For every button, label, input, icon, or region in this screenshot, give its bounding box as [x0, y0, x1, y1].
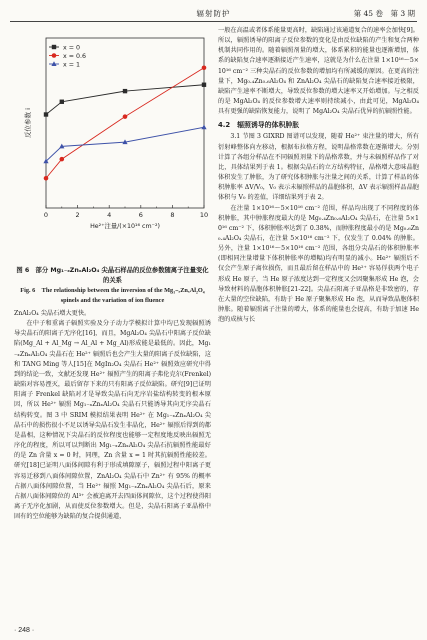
left-column: [14, 26, 211, 522]
data-point: [123, 89, 127, 93]
figure-caption-cn: 图 6 部分 Mg₁₋ₓZnₓAl₂O₄ 尖晶石样品的反位参数随离子注量变化的关系: [16, 267, 209, 284]
data-point: [201, 124, 206, 129]
data-point: [60, 100, 64, 104]
legend-label: x = 0: [63, 44, 81, 52]
x-tick-label: 10: [199, 211, 209, 219]
series-line: [46, 68, 204, 179]
data-point: [60, 157, 65, 162]
x-tick-label: 0: [43, 211, 49, 219]
page-number: · 248 ·: [14, 627, 35, 634]
inversion-chart: [14, 26, 211, 266]
right-column: [218, 26, 419, 325]
x-axis-label: He²⁺注量/(×10¹⁶ cm⁻²): [90, 223, 160, 230]
body-paragraph: ZnAl₂O₄ 尖晶石增大更快。: [14, 310, 91, 317]
figure-caption-en: Fig. 6 The relationship between the inversion of the Mg₁₋ₓZnₓAl₂O₄ spinels and the variation of ion fluence: [20, 287, 205, 304]
data-point: [123, 114, 128, 119]
header-rule: [10, 21, 417, 22]
legend-label: x = 0.6: [63, 52, 87, 60]
x-tick-label: 6: [138, 211, 143, 219]
body-paragraph: 一般在高温或者体系能量更高时，缺陷通过该通道复合的速率会加快[9]。所以，辐照诱导的阳离子反位参数的变化是由反位缺陷的产生和复合两种机制共同作用的。随着辐照剂量的增大，体系累积的能量也逐渐增加，体系的缺陷复合速率逐渐接近产生速率，这就是为什么在注量 1×10¹⁶～5×10¹⁶ cm⁻² 三种尖晶石的反位参数的增加均有所减缓的原因。在更高的注量下，Mg₀.₄Zn₀.₆Al₂O₄ 和 ZnAl₂O₄ 尖晶石的缺陷复合速率接近极限，缺陷产生速率不断增大，导致反位参数的增大速率又开始增加。与之相反的是 MgAl₂O₄ 的反位参数增大速率则持续减小，由此可见，MgAl₂O₄ 具有更强的缺陷恢复能力，说明了 MgAl₂O₄ 尖晶石优异的抗辐照性能。: [218, 27, 419, 116]
body-paragraph: 3.1 节图 3 GIXRD 图谱可以发现，随着 He²⁺ 束注量的增大，所有衍射峰整体向左移动，根据布拉格方程，说明晶格常数在逐渐增大。分别计算了各组分样品在不同辐照剂量下的晶格常数，并与未辐照样品作了对比，具体结果列于表 1。根据尖晶石的立方结构特征，晶格增大意味晶胞体积发生了肿胀，为了研究体积肿胀与注量之间的关系，计算了样品的体积肿胀率 ΔV/V₀，V₀ 表示未辐照样品的晶胞体积，ΔV 表示辐照样品晶胞体积与 V₀ 的差值，详细结果列于表 2。: [218, 133, 419, 202]
data-point: [44, 112, 48, 116]
figure-6: [14, 26, 211, 266]
data-point: [44, 176, 49, 181]
body-paragraph: 在注量 1×10¹⁶～5×10¹⁶ cm⁻² 范围，样品均出现了不同程度的体积肿胀，其中肿胀程度最大的是 Mg₀.₄Zn₀.₆Al₂O₄ 尖晶石，在注量 5×10¹⁶ cm⁻² 下，体积肿胀率达到了 0.38%，而肿胀程度最小的是 Mg₀.₆Zn₀.₄Al₂O₄ 尖晶石，在注量 5×10¹⁶ cm⁻² 下，仅发生了 0.04% 的肿胀。另外，注量 1×10¹⁶～5×10¹⁶ cm⁻² 范围，各组分尖晶石的体积肿胀率(即相同注量增量下体积肿胀率的增幅)均有明显的减小。He²⁺ 辐照后不仅会产生原子离位损伤，而且最后留在样品中的 He²⁺ 容易俘获两个电子形成 He 原子，当 He 原子浓度达到一定程度又会因聚集形成 He 泡，会导致材料的晶胞体积肿胀[21-22]。尖晶石阳离子亚晶格是非致密的，存在大量的空位缺陷，有助于 He 原子聚集形成 He 泡，从而导致晶胞体积肿胀。随着辐照离子注量的增大，体系的能量也会提高，有助于加速 He 泡的成核与长: [218, 204, 419, 324]
issue-label: 第 45 卷 第 3 期: [353, 9, 415, 18]
x-tick-label: 8: [170, 211, 175, 219]
data-point: [52, 53, 57, 58]
section-heading: 4.2 辐照诱导的体积肿胀: [218, 121, 300, 130]
y-axis-label: 反位参数 i: [24, 108, 32, 138]
data-point: [202, 65, 207, 70]
x-tick-label: 4: [107, 211, 112, 219]
running-header: [10, 6, 417, 20]
x-tick-label: 2: [75, 211, 80, 219]
journal-name: 辐射防护: [196, 9, 231, 18]
data-point: [202, 83, 206, 87]
series-line: [46, 127, 204, 161]
body-paragraph: 在中子和重离子辐照实验及分子动力学模拟计算中均已发现辐照诱导尖晶石的阳离子无序化[16]，而且，MgAl₂O₄ 尖晶石中阳离子反位缺陷(Mg_Al + Al_Mg → Al_Al + Mg_Al)形成能是最低的。因此，Mg₁₋ₓZnₓAl₂O₄ 尖晶石在 He²⁺ 辐照后也会产生大量的阳离子反位缺陷，这和 TANG Ming 等人[15]在 MgIn₂O₄ 尖晶石 He²⁺ 辐照效应研究中得到的结论一致，文献还发现 He²⁺ 辐照产生的阳离子弗伦克尔(Frenkel)缺陷对容易湮灭，最后留存下来的只有阳离子反位缺陷。研究[9]已证明阳离子 Frenkel 缺陷对才是导致尖晶石向无序岩盐结构转变的根本原因，所以 He²⁺ 辐照 Mg₁₋ₓZnₓAl₂O₄ 尖晶石只能诱导其向无序尖晶石结构转变。图 3 中 SRIM 模拟结果表明 He²⁺ 在 Mg₁₋ₓZnₓAl₂O₄ 尖晶石中的损伤很小不足以诱导尖晶石发生非晶化，He²⁺ 辐照后得到的都是晶相，这种情况下尖晶石的反位程度也能够一定程度地反映出辐照无序化的程度，所以可以判断出 Mg₁₋ₓZnₓAl₂O₄ 尖晶石抗辐照性能最好的是 Zn 含量 x = 0 时，同理，Zn 含量 x = 1 时其抗辐照性能较差。研究[18]已证明八面体间隙有利于形成填隙原子，辐照过程中阳离子更容易迁移到八面体间隙位置，ZnAl₂O₄ 尖晶石中 Zn²⁺ 有 95% 的概率占据八面体间隙位置，当 He²⁺ 辐照 Mg₁₋ₓZnₓAl₂O₄ 尖晶石后，原来占据八面体间隙位的 Al³⁺ 会被迫离开去四面体间隙位，这个过程使得阳离子无序化加剧，从而使反位参数增大。但是，尖晶石阳离子亚晶格中固有的空位能够为缺陷的复合提供通道，: [14, 320, 211, 521]
data-point: [52, 45, 56, 49]
legend-label: x = 1: [63, 61, 81, 69]
